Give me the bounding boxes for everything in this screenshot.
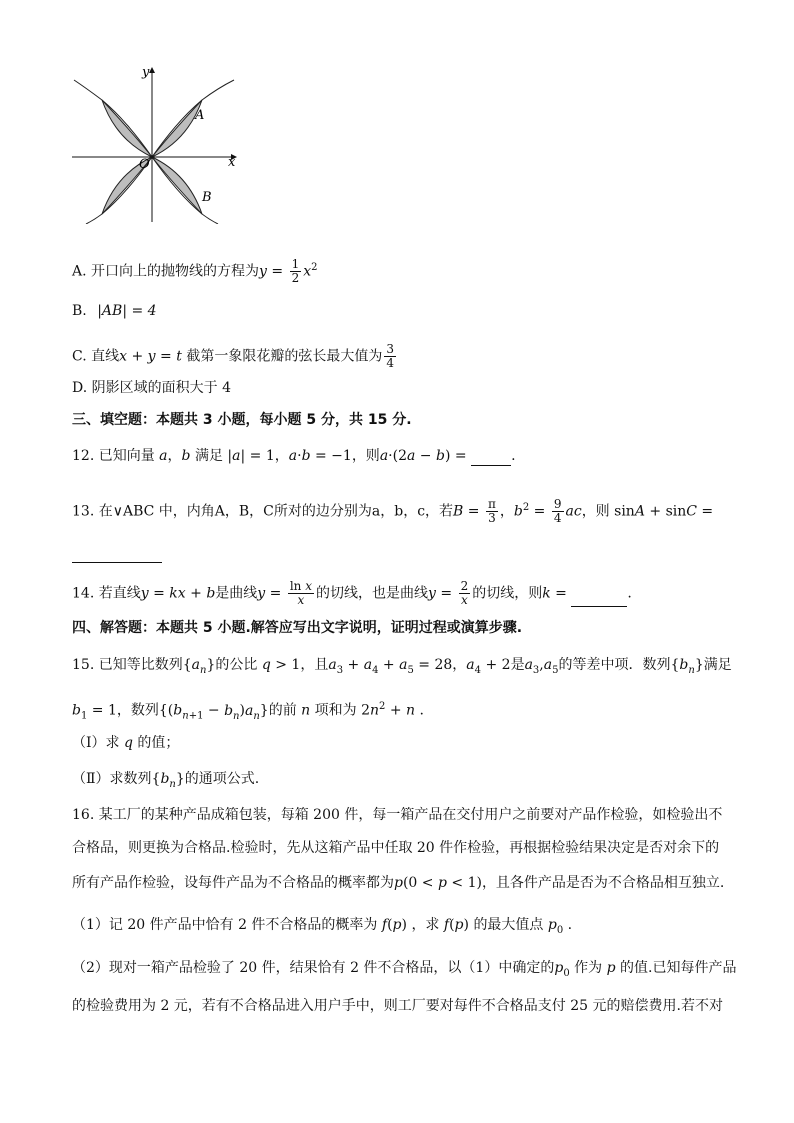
- q15-t11: 的值；: [137, 735, 180, 751]
- section-3-title: 三、填空题：本题共 3 小题，每小题 5 分，共 15 分.: [72, 412, 412, 428]
- q12-text-1: 12. 已知向量: [72, 448, 155, 464]
- question-15-line-2: $b_1 = 1$，数列$\{(b_{n+1} - b_n)a_n\}$的前 n 项和为 $2n^2 + n$ .: [72, 701, 424, 722]
- q13-text-2: ，则: [581, 503, 610, 520]
- label-y: y: [142, 65, 150, 80]
- question-16-part-1: （1）记 20 件产品中恰有 2 件不合格品的概率为 f(p) ，求 f(p) 的最大值点 $p_0$ .: [72, 917, 573, 936]
- label-point-a: A: [195, 108, 205, 123]
- q12-text-3: ，则: [351, 448, 380, 464]
- q16-t1: 所有产品作检验，设每件产品为不合格品的概率都为: [72, 875, 394, 891]
- q15-t13: 的通项公式.: [184, 771, 260, 787]
- question-16-line-last: 的检验费用为 2 元，若有不合格品进入用户手中，则工厂要对每件不合格品支付 25 元的赔偿费用.若不对: [72, 998, 723, 1014]
- q14-text-4: 的切线，则: [472, 585, 543, 602]
- option-c: C. 直线x + y = t 截第一象限花瓣的弦长最大值为 $\frac{3}{4}$: [72, 342, 394, 370]
- q15-t12: （Ⅱ）求数列: [72, 771, 152, 787]
- q16-t6: （2）现对一箱产品检验了 20 件，结果恰有 2 件不合格品，以（1）中确定的: [72, 960, 555, 976]
- question-16-part-2: （2）现对一箱产品检验了 20 件，结果恰有 2 件不合格品，以（1）中确定的$p_0$ 作为 p 的值.已知每件产品: [72, 960, 737, 979]
- q15-t6: 满足: [703, 657, 732, 673]
- flower-graph: [68, 62, 248, 224]
- q15-t1: 15. 已知等比数列: [72, 657, 183, 673]
- q15-t4: 是: [510, 657, 525, 673]
- petal-q4: [152, 157, 202, 214]
- label-point-b: B: [202, 190, 212, 205]
- question-16-line-1: 16. 某工厂的某种产品成箱包装，每箱 200 件，每一箱产品在交付用户之前要对产品作检验，如检验出不: [72, 807, 723, 823]
- q15-t7: ，数列: [116, 702, 159, 719]
- option-a: A. 开口向上的抛物线的方程为y = $\frac{1}{2}$ $x^2$: [72, 257, 318, 286]
- question-14: 14. 若直线y = kx + b是曲线y = $\frac{\text{ln x}}{x}$ 的切线，也是曲线y = $\frac{2}{x}$ 的切线，则k = .: [72, 579, 632, 607]
- q14-end: .: [627, 585, 632, 602]
- q15-t8: 的前: [268, 702, 297, 719]
- q16-t2: ，且各件产品是否为不合格品相互独立.: [481, 875, 725, 891]
- q16-t5: 的最大值点: [473, 917, 544, 933]
- q15-t5: 的等差中项．数列: [558, 657, 671, 673]
- question-15-line-1: 15. 已知等比数列$\{a_n\}$的公比 q > 1，且$a_3 + a_4 + a_5 = 28$，$a_4 + 2$是$a_3,a_5$的等差中项．数列$\{b_n\}$满足: [72, 657, 732, 676]
- option-b-label: B.: [72, 303, 87, 319]
- option-d: D. 阴影区域的面积大于 4: [72, 380, 231, 396]
- question-13: 13. 在∨ABC 中，内角A，B，C所对的边分别为a，b，c，若B = $\frac{\pi}{3}$ ，$b^2$ = $\frac{9}{4}$ ac，则 sinA + sinC =: [72, 497, 714, 526]
- q13-text-1: 13. 在∨ABC 中，内角A，B，C所对的边分别为a，b，c，若: [72, 503, 454, 520]
- q16-t7: 作为: [574, 960, 603, 976]
- q14-answer-blank[interactable]: [571, 606, 627, 607]
- question-15-part-1: （Ⅰ）求 q 的值；: [72, 735, 180, 751]
- q15-t3: ，且: [300, 657, 329, 673]
- option-b: [72, 301, 157, 321]
- q12-text-2: 满足: [194, 448, 223, 464]
- q16-t3: （1）记 20 件产品中恰有 2 件不合格品的概率为: [72, 917, 378, 933]
- q15-t10: （Ⅰ）求: [72, 735, 120, 751]
- q14-text-3: 的切线，也是曲线: [316, 585, 429, 602]
- q16-t8: 的值.已知每件产品: [620, 960, 737, 976]
- question-12: 12. 已知向量 a，b 满足 |a| = 1，a·b = −1，则a·(2a − b) = .: [72, 448, 516, 464]
- q14-text-1: 14. 若直线: [72, 585, 141, 602]
- option-b-expr: |AB| = 4: [97, 303, 157, 319]
- label-x: x: [228, 155, 236, 170]
- option-a-text: A. 开口向上的抛物线的方程为: [72, 263, 260, 280]
- q16-t4: ，求: [411, 917, 440, 933]
- q12-answer-blank[interactable]: [471, 465, 511, 466]
- petal-q2: [102, 100, 152, 157]
- question-15-part-2: （Ⅱ）求数列$\{b_n\}$的通项公式.: [72, 771, 260, 790]
- flower-graph-svg: [68, 62, 248, 224]
- section-4-title: 四、解答题：本题共 5 小题.解答应写出文字说明，证明过程或演算步骤.: [72, 620, 523, 636]
- label-origin: O: [139, 157, 150, 172]
- q15-t9: 项和为: [314, 702, 357, 719]
- q15-t2: 的公比: [215, 657, 258, 673]
- question-16-line-3: 所有产品作检验，设每件产品为不合格品的概率都为p(0 < p < 1)，且各件产品是否为不合格品相互独立.: [72, 875, 725, 891]
- option-c-text-2: 截第一象限花瓣的弦长最大值为: [186, 348, 383, 365]
- question-16-line-2: 合格品，则更换为合格品.检验时，先从这箱产品中任取 20 件作检验，再根据检验结果决定是否对余下的: [72, 840, 720, 856]
- q13-answer-blank[interactable]: [72, 544, 162, 563]
- q12-end: .: [511, 448, 516, 464]
- option-c-text-1: C. 直线: [72, 348, 120, 365]
- q14-text-2: 是曲线: [215, 585, 258, 602]
